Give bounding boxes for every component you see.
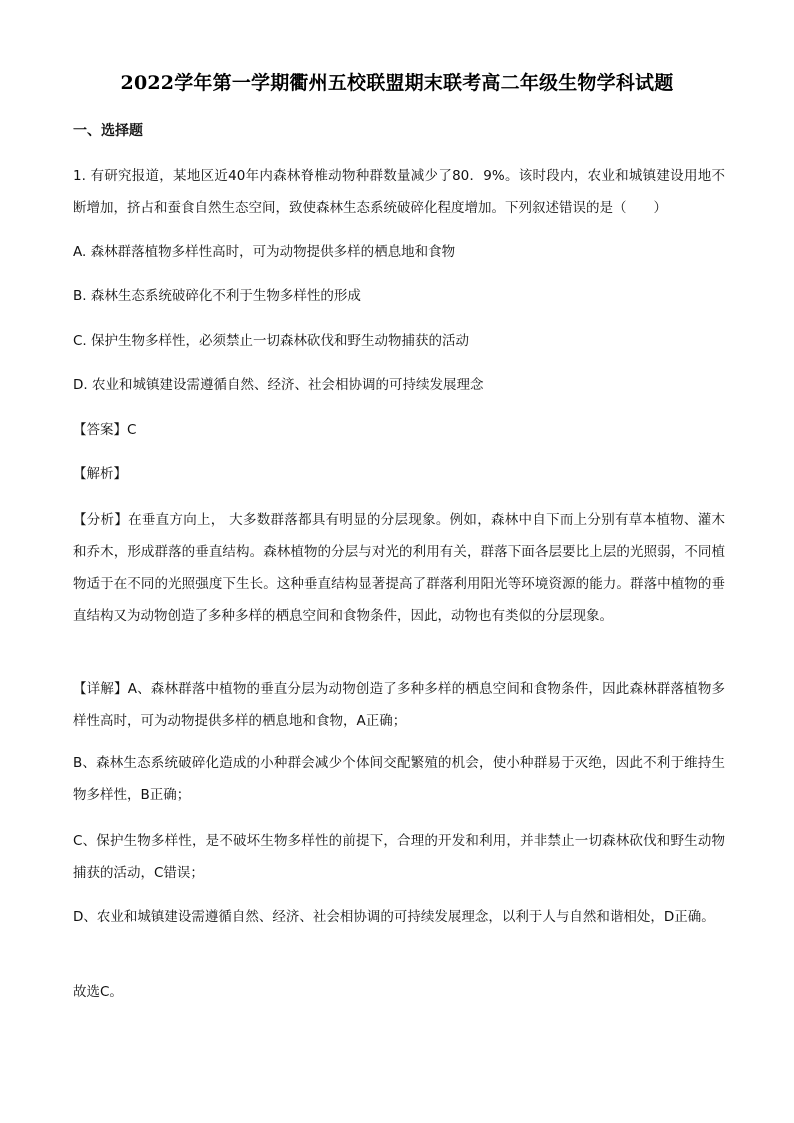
option-b: B. 森林生态系统破碎化不利于生物多样性的形成 [73, 288, 361, 304]
question-text: 有研究报道，某地区近40年内森林脊椎动物种群数量减少了80．9%。该时段内，农业和城镇建设用地不断增加，挤占和蚕食自然生态空间，致使森林生态系统破碎化程度增加。下列叙述错误的是（ ） [73, 168, 725, 216]
option-d: D. 农业和城镇建设需遵循自然、经济、社会相协调的可持续发展理念 [73, 377, 484, 393]
question-stem [73, 160, 725, 224]
detail-c: C、保护生物多样性，是不破坏生物多样性的前提下，合理的开发和利用，并非禁止一切森林砍伐和野生动物捕获的活动，C错误； [73, 833, 725, 881]
detail-a: 【详解】A、森林群落中植物的垂直分层为动物创造了多种多样的栖息空间和食物条件，因此森林群落植物多样性高时，可为动物提供多样的栖息地和食物，A正确； [73, 681, 725, 729]
option-c: C. 保护生物多样性，必须禁止一切森林砍伐和野生动物捕获的活动 [73, 333, 470, 349]
option-a: A. 森林群落植物多样性高时，可为动物提供多样的栖息地和食物 [73, 244, 456, 260]
conclusion-line: 故选C。 [73, 984, 123, 1000]
page-title: 2022学年第一学期衢州五校联盟期末联考高二年级生物学科试题 [120, 72, 674, 94]
answer-line: 【答案】C [73, 422, 137, 438]
section-heading: 一、选择题 [73, 123, 143, 139]
analysis-paragraph: 【分析】在垂直方向上， 大多数群落都具有明显的分层现象。例如，森林中自下而上分别有草本植物、灌木和乔木，形成群落的垂直结构。森林植物的分层与对光的利用有关，群落下面各层要比上层的光照弱，不同植物适于在不同的光照强度下生长。这种垂直结构显著提高了群落利用阳光等环境资源的能力。群落中植物的垂直结构又为动物创造了多种多样的栖息空间和食物条件，因此，动物也有类似的分层现象。 [73, 512, 725, 624]
detail-b: B、森林生态系统破碎化造成的小种群会减少个体间交配繁殖的机会，使小种群易于灭绝，因此不利于维持生物多样性，B正确； [73, 755, 725, 803]
question-number: 1. [73, 168, 86, 184]
analysis-heading: 【解析】 [73, 466, 127, 482]
detail-d: D、农业和城镇建设需遵循自然、经济、社会相协调的可持续发展理念，以利于人与自然和谐相处，D正确。 [73, 909, 715, 925]
